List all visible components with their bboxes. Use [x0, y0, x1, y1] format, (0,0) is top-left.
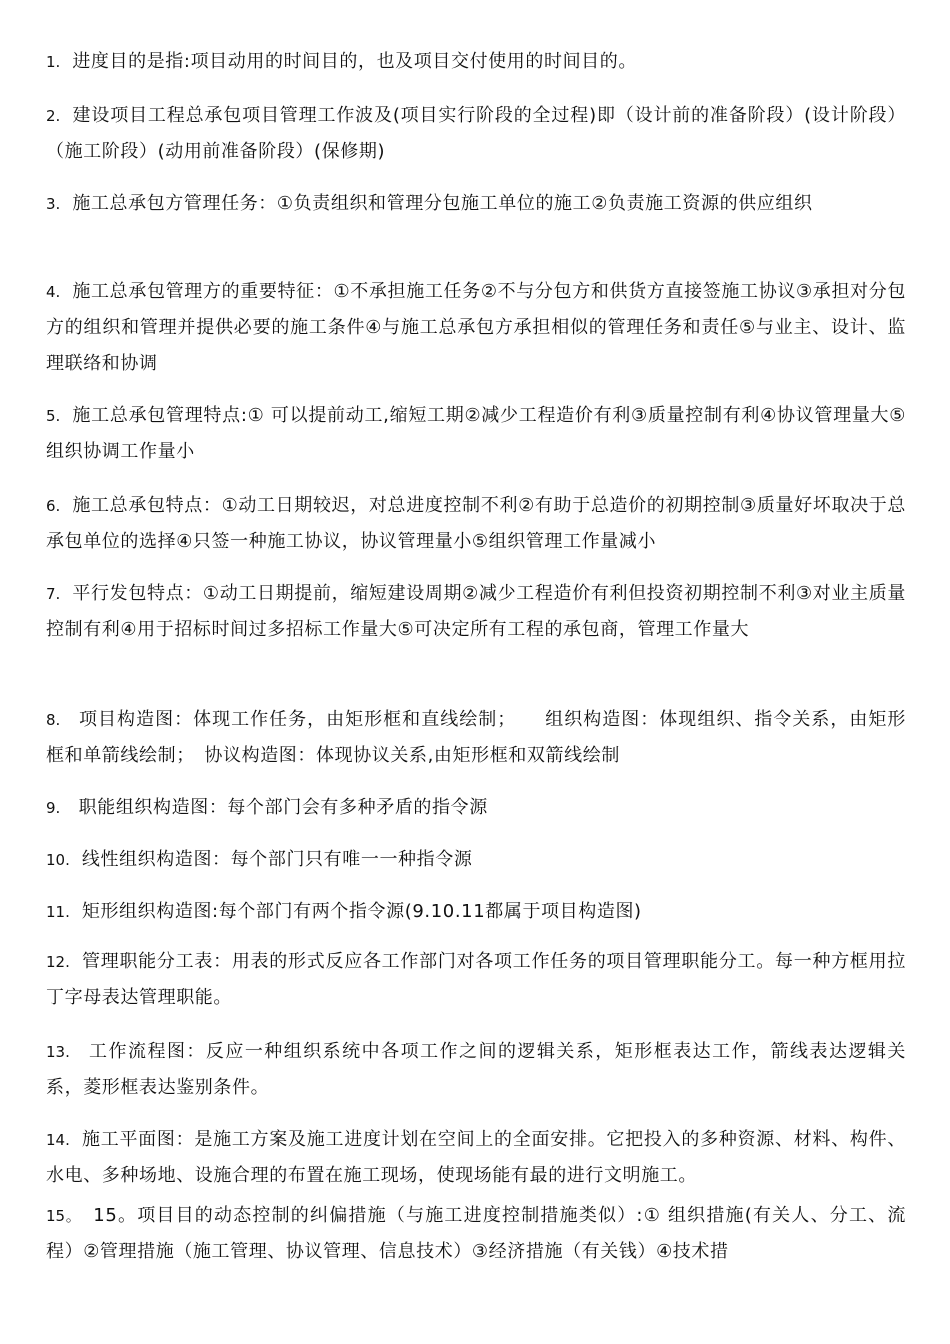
item-text: 施工总承包方管理任务：①负责组织和管理分包施工单位的施工②负责施工资源的供应组织 [72, 193, 813, 214]
item-text: 线性组织构造图：每个部门只有唯一一种指令源 [81, 849, 473, 870]
list-item [46, 274, 906, 382]
list-item [46, 398, 906, 470]
item-number: 8. [46, 711, 61, 729]
list-item [46, 894, 906, 930]
list-item [46, 98, 906, 170]
item-text: 工作流程图：反应一种组织系统中各项工作之间的逻辑关系，矩形框表达工作，箭线表达逻辑关系，菱形框表达鉴别条件。 [46, 1041, 906, 1098]
item-text: 施工平面图：是施工方案及施工进度计划在空间上的全面安排。它把投入的多种资源、材料、构件、水电、多种场地、设施合理的布置在施工现场，使现场能有最的进行文明施工。 [46, 1129, 906, 1186]
item-text: 进度目的是指:项目动用的时间目的，也及项目交付使用的时间目的。 [72, 51, 637, 72]
item-number: 11. [46, 903, 70, 921]
list-item [46, 488, 906, 560]
list-item [46, 1198, 906, 1270]
item-text: 矩形组织构造图:每个部门有两个指令源(9.10.11都属于项目构造图) [81, 901, 642, 922]
item-text: 施工总承包管理特点:① 可以提前动工,缩短工期②减少工程造价有利③质量控制有利④协议管理量大⑤组织协调工作量小 [46, 405, 906, 462]
item-number: 12. [46, 953, 70, 971]
item-number: 7. [46, 585, 61, 603]
list-item [46, 1034, 906, 1106]
item-text: 职能组织构造图：每个部门会有多种矛盾的指令源 [72, 797, 488, 818]
item-text: 施工总承包管理方的重要特征：①不承担施工任务②不与分包方和供货方直接签施工协议③承担对分包方的组织和管理并提供必要的施工条件④与施工总承包方承担相似的管理任务和责任⑤与业主、设计、监理联络和协调 [46, 281, 906, 374]
item-number: 13. [46, 1043, 70, 1061]
list-item [46, 944, 906, 1016]
item-number: 6. [46, 497, 61, 515]
item-number: 15。 [46, 1207, 82, 1225]
list-item [46, 790, 906, 826]
item-text: 施工总承包特点：①动工日期较迟，对总进度控制不利②有助于总造价的初期控制③质量好坏取决于总承包单位的选择④只签一种施工协议，协议管理量小⑤组织管理工作量减小 [46, 495, 906, 552]
list-item [46, 186, 906, 222]
item-number: 3. [46, 195, 61, 213]
item-number: 14. [46, 1131, 70, 1149]
item-text: 15。项目目的动态控制的纠偏措施（与施工进度控制措施类似）:① 组织措施(有关人、分工、流程）②管理措施（施工管理、协议管理、信息技术）③经济措施（有关钱）④技术措 [46, 1205, 906, 1262]
list-item [46, 842, 906, 878]
list-item [46, 702, 906, 774]
item-number: 2. [46, 107, 61, 125]
item-text: 项目构造图：体现工作任务，由矩形框和直线绘制； 组织构造图：体现组织、指令关系，由矩形框和单箭线绘制； 协议构造图：体现协议关系,由矩形框和双箭线绘制 [46, 709, 906, 766]
item-number: 5. [46, 407, 61, 425]
list-item [46, 576, 906, 648]
item-number: 1. [46, 53, 61, 71]
list-item [46, 1122, 906, 1194]
item-number: 9. [46, 799, 61, 817]
item-text: 管理职能分工表：用表的形式反应各工作部门对各项工作任务的项目管理职能分工。每一种方框用拉丁字母表达管理职能。 [46, 951, 906, 1008]
list-item [46, 44, 906, 80]
item-text: 建设项目工程总承包项目管理工作波及(项目实行阶段的全过程)即（设计前的准备阶段）(设计阶段）（施工阶段）(动用前准备阶段）(保修期) [46, 105, 906, 162]
item-number: 10. [46, 851, 70, 869]
item-text: 平行发包特点：①动工日期提前，缩短建设周期②减少工程造价有利但投资初期控制不利③对业主质量控制有利④用于招标时间过多招标工作量大⑤可决定所有工程的承包商，管理工作量大 [46, 583, 906, 640]
item-number: 4. [46, 283, 61, 301]
